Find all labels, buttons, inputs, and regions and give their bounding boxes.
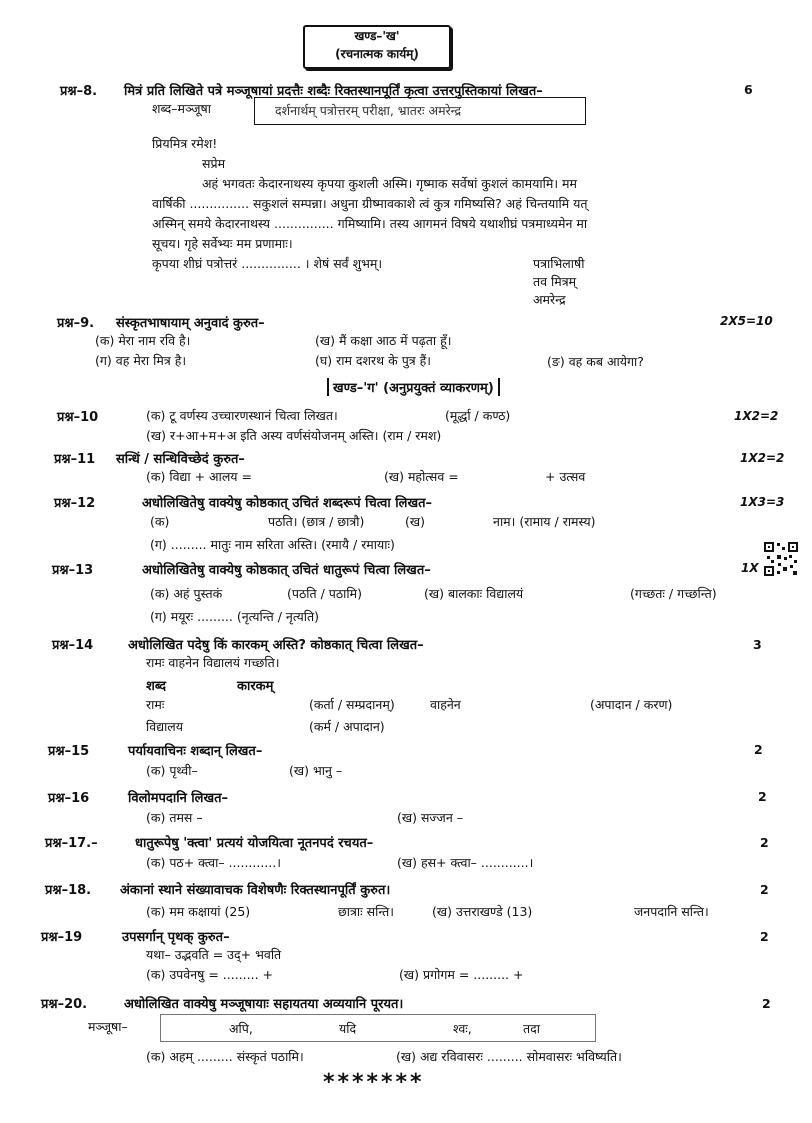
q18-text: अंकानां स्थाने संख्यावाचक विशेषणैः रिक्तस्थानपूर्तिं कुरुत।	[120, 883, 391, 898]
q9-c: (ग) वह मेरा मित्र है।	[95, 353, 187, 368]
q20-b: (ख) अद्य रविवासरः ......... सोमवासरः भविष्यति।	[396, 1049, 622, 1064]
q18-b-suffix: जनपदानि सन्ति।	[634, 904, 709, 919]
q12-c: (ग) ......... मातुः नाम सरिता अस्ति। (रमायै / रमायाः)	[150, 537, 395, 552]
q14-row3-options: (कर्म / अपादान)	[309, 719, 385, 734]
q8-text: मित्रं प्रति लिखिते पत्रे मञ्जूषायां प्रदत्तैः शब्दैः रिक्तस्थानपूर्तिं कृत्वा उत्तरपुस्तिकायां लिखत–	[124, 84, 543, 99]
q9-d: (घ) राम दशरथ के पुत्र हैं।	[315, 353, 432, 368]
section-header-box	[303, 25, 451, 69]
q8-box-label: शब्द–मञ्जूषा	[152, 101, 212, 116]
q13-marks: 1X	[741, 561, 759, 575]
q16-marks: 2	[758, 789, 767, 804]
q15-b: (ख) भानु –	[289, 763, 343, 778]
letter-line-1: अहं भगवतः केदारनाथस्य कृपया कुशली अस्मि। गृष्माक सर्वेषां कुशलं कामयामि। मम	[202, 176, 578, 191]
q19-b: (ख) प्रगोगम = ......... +	[399, 967, 524, 982]
letter-sign-1: पत्राभिलाषी	[533, 256, 585, 271]
footer-stars: *******	[323, 1070, 425, 1095]
q10-label: प्रश्न–10	[57, 410, 99, 425]
q14-text: अधोलिखित पदेषु किं कारकम् अस्ति? कोष्ठकात् चित्वा लिखत–	[128, 638, 424, 653]
q14-header-word: शब्द	[146, 679, 167, 694]
q16-label: प्रश्न–16	[48, 791, 90, 806]
q14-row1-options: (कर्ता / सम्प्रदानम्)	[309, 697, 395, 712]
q12-marks: 1X3=3	[740, 495, 785, 509]
q20-word-2: यदि	[339, 1021, 357, 1036]
q9-e: (ङ) वह कब आयेगा?	[547, 354, 644, 369]
section-title: खण्ड–'ख'	[354, 29, 400, 43]
q12-a-label: (क)	[150, 514, 170, 529]
q20-label: प्रश्न–20.	[41, 997, 88, 1012]
q14-row1-word: रामः	[146, 697, 165, 712]
q20-a: (क) अहम् ......... संस्कृतं पठामि।	[146, 1049, 304, 1064]
q17-text: धातुरूपेषु 'क्त्वा' प्रत्ययं योजयित्वा नूतनपदं रचयत–	[135, 836, 374, 851]
letter-line-5: कृपया शीघ्रं पत्रोत्तरं ............... । शेषं सर्वं शुभम्।	[152, 256, 383, 271]
q11-text: सन्धिं / सन्धिविच्छेदं कुरुत–	[116, 452, 245, 467]
q14-label: प्रश्न–14	[52, 638, 94, 653]
q15-text: पर्यायवाचिनः शब्दान् लिखत–	[128, 744, 263, 759]
q12-a: पठति। (छात्र / छात्रौ)	[268, 514, 365, 529]
q8-label: प्रश्न–8.	[60, 84, 98, 99]
q15-marks: 2	[754, 742, 763, 757]
word-box-words: दर्शनार्थम् पत्रोत्तरम् परीक्षा, भ्रातरः अमरेन्द्र	[275, 103, 462, 118]
q20-word-1: अपि,	[229, 1021, 253, 1036]
q18-marks: 2	[760, 882, 769, 897]
q15-a: (क) पृथ्वी–	[146, 763, 198, 778]
section-g-heading: खण्ड–'ग' (अनुप्रयुक्तं व्याकरणम्)	[327, 378, 500, 396]
q19-label: प्रश्न–19	[41, 930, 83, 945]
q18-a: (क) मम कक्षायां (25)	[146, 904, 251, 919]
q11-b: (ख) महोत्सव =	[384, 469, 459, 484]
qr-code-icon	[763, 541, 799, 577]
q9-label: प्रश्न–9.	[57, 316, 95, 331]
q13-b: (ख) बालकाः विद्यालयं	[424, 586, 524, 601]
q12-text: अधोलिखितेषु वाक्येषु कोष्ठकात् उचितं शब्दरूपं चित्वा लिखत–	[142, 496, 433, 511]
q9-a: (क) मेरा नाम रवि है।	[95, 333, 191, 348]
q18-label: प्रश्न–18.	[45, 883, 92, 898]
q17-marks: 2	[760, 835, 769, 850]
q13-label: प्रश्न–13	[52, 563, 94, 578]
q9-marks: 2X5=10	[720, 314, 773, 328]
q20-text: अधोलिखित वाक्येषु मञ्जूषायाः सहायतया अव्ययानि पूरयत।	[124, 997, 404, 1012]
q20-word-3: श्वः,	[453, 1021, 472, 1036]
q13-a-options: (पठति / पठामि)	[287, 586, 362, 601]
q18-b: (ख) उत्तराखण्डे (13)	[432, 904, 533, 919]
q12-b-label: (ख)	[405, 514, 425, 529]
letter-line-3: अस्मिन् समये केदारनाथस्य ............... गमिष्यामि। तस्य आगमनं विषये यथाशीघ्रं पत्रमाध्यमेन मा	[152, 216, 588, 231]
q8-marks: 6	[744, 82, 753, 97]
q19-example: यथा– उद्भवति = उद्+ भवति	[146, 947, 282, 962]
q17-b: (ख) हस+ क्त्वा– ............।	[397, 855, 534, 870]
q20-box-label: मञ्जूषा–	[88, 1019, 128, 1034]
q18-a-suffix: छात्राः सन्ति।	[338, 904, 395, 919]
letter-greeting: प्रियमित्र रमेश!	[152, 136, 218, 151]
section-subtitle: (रचनात्मक कार्यम्)	[335, 47, 419, 61]
q20-marks: 2	[762, 996, 771, 1011]
q9-b: (ख) मैं कक्षा आठ में पढ़ता हूँ।	[315, 333, 452, 348]
letter-sign-2: तव मित्रम्	[533, 274, 577, 289]
q14-row2-options: (अपादान / करण)	[590, 697, 673, 712]
letter-line-4: सूचय। गृहे सर्वेभ्यः मम प्रणामाः।	[152, 236, 293, 251]
q20-word-4: तदा	[523, 1021, 541, 1036]
q17-label: प्रश्न–17.–	[45, 836, 98, 851]
q20-word-box	[160, 1014, 596, 1042]
q14-sentence: रामः वाहनेन विद्यालयं गच्छति।	[146, 655, 280, 670]
q13-text: अधोलिखितेषु वाक्येषु कोष्ठकात् उचितं धातुरूपं चित्वा लिखत–	[142, 563, 431, 578]
q19-marks: 2	[760, 929, 769, 944]
q11-label: प्रश्न–11	[54, 452, 96, 467]
word-box	[254, 97, 586, 125]
q9-text: संस्कृतभाषायाम् अनुवादं कुरुत–	[116, 316, 265, 331]
q10-a-options: (मूर्द्धा / कण्ठ)	[445, 408, 511, 423]
q16-a: (क) तमस –	[146, 810, 203, 825]
q13-c: (ग) मयूरः ......... (नृत्यन्ति / नृत्यति)	[150, 609, 319, 624]
q13-a: (क) अहं पुस्तकं	[150, 586, 223, 601]
q16-text: विलोमपदानि लिखत–	[128, 791, 229, 806]
q14-header-karak: कारकम्	[237, 679, 274, 694]
letter-sign-3: अमरेन्द्र	[533, 292, 566, 307]
q11-a: (क) विद्या + आलय =	[146, 469, 252, 484]
q14-row2-word: वाहनेन	[430, 697, 461, 712]
q17-a: (क) पठ+ क्त्वा– ............।	[146, 855, 281, 870]
q14-row3-word: विद्यालय	[146, 719, 184, 734]
q15-label: प्रश्न–15	[48, 744, 90, 759]
q12-b: नाम। (रामाय / रामस्य)	[493, 514, 596, 529]
q11-marks: 1X2=2	[740, 451, 785, 465]
q10-a: (क) टू वर्णस्य उच्चारणस्थानं चित्वा लिखत।	[146, 408, 338, 423]
q13-b-options: (गच्छतः / गच्छन्ति)	[630, 586, 717, 601]
letter-sapreme: सप्रेम	[202, 156, 226, 171]
q14-marks: 3	[753, 637, 762, 652]
q19-text: उपसर्गान् पृथक् कुरुत–	[122, 930, 230, 945]
q12-label: प्रश्न–12	[54, 496, 96, 511]
q10-b: (ख) र+आ+म+अ इति अस्य वर्णसंयोजनम् अस्ति। (राम / रमश)	[146, 428, 442, 443]
q19-a: (क) उपवेनषु = ......... +	[146, 967, 274, 982]
q10-marks: 1X2=2	[734, 409, 779, 423]
q11-b-suffix: + उत्सव	[545, 469, 586, 484]
q16-b: (ख) सज्जन –	[397, 810, 463, 825]
letter-line-2: वार्षिकी ............... सकुशलं सम्पन्ना। अधुना ग्रीष्मावकाशे त्वं कुत्र गमिष्यसि? अहं चिन्तयामि यत्	[152, 196, 588, 211]
